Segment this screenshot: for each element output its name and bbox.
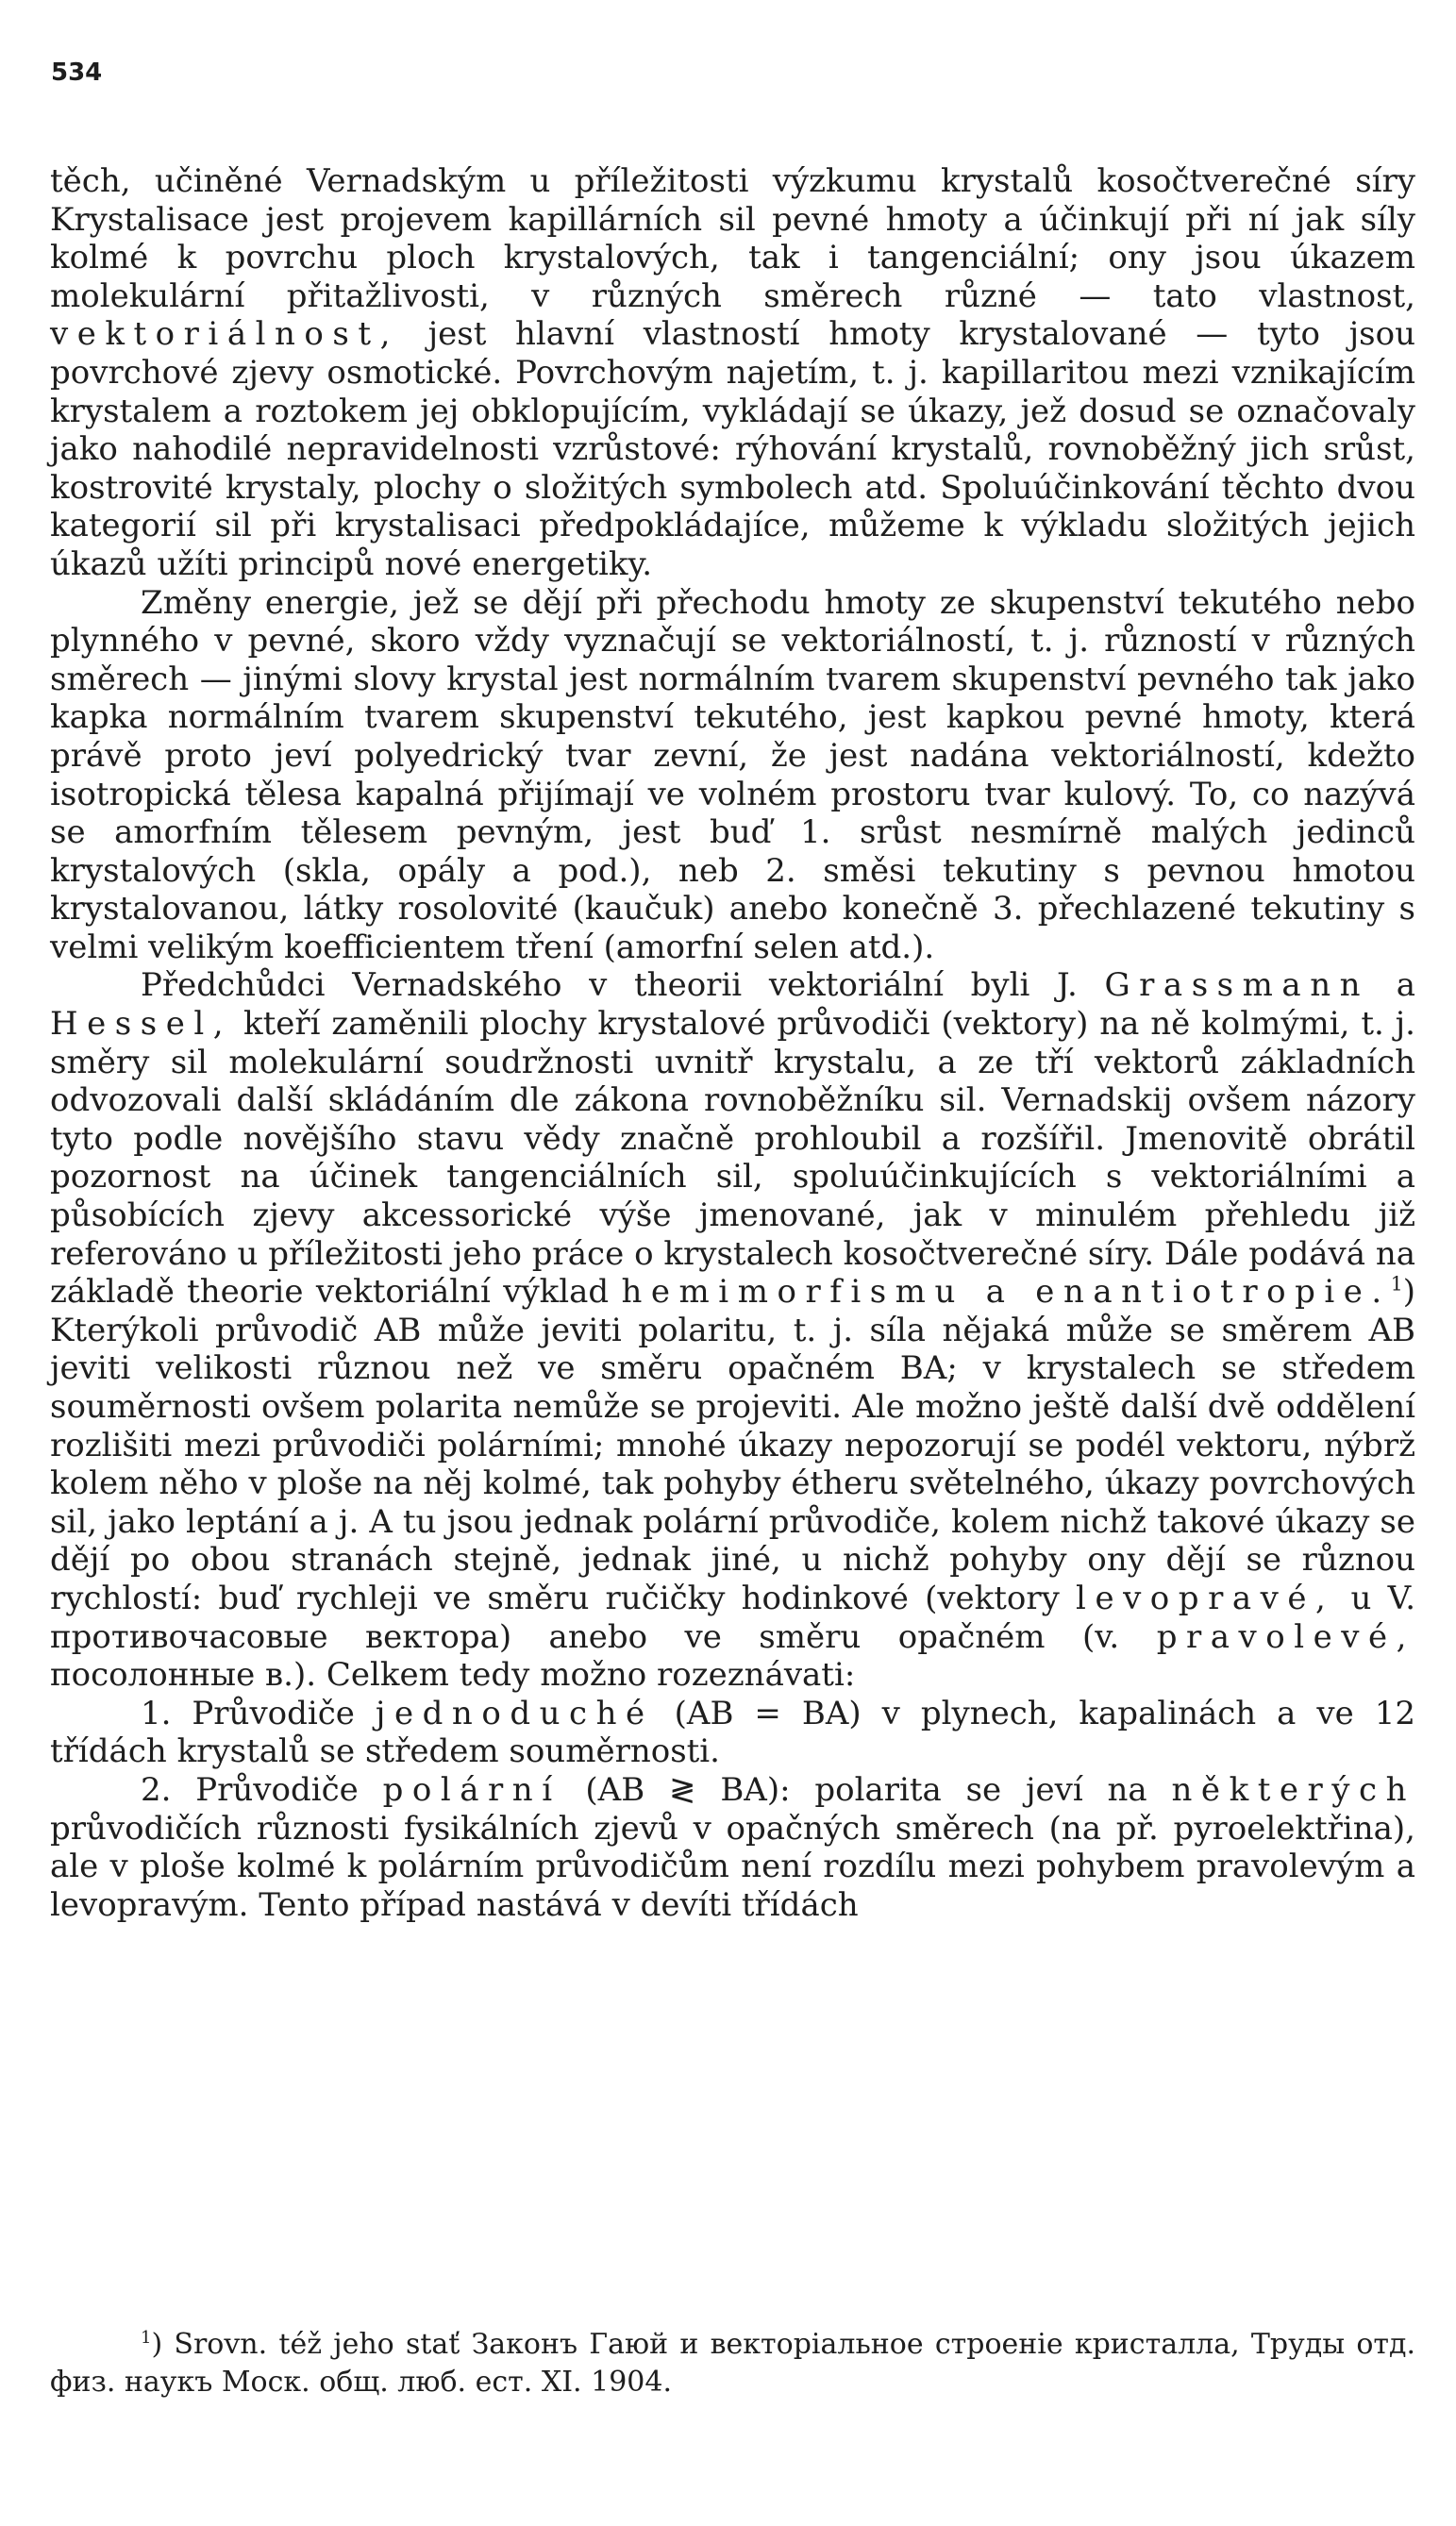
footnote-mark: 1 [141,2328,152,2348]
item-text: průvodičích různosti fysikálních zjevů v opačných směrech (na př. pyroelektřina), ale v ploše kolmé k polárním průvodičům není rozdílu mezi pohybem pravolevým a levopravým. Tento případ nastává v devíti třídách [50,1809,1415,1924]
spaced-name-hessel: Hessel, [50,1005,233,1044]
list-item-2 [50,1771,1415,1924]
item-text: 1. Průvodiče [141,1694,355,1732]
footnote-text [50,2326,1415,2401]
spaced-term: hemimorfismu a enantiotropie. [621,1273,1391,1312]
footnote [50,2326,1415,2401]
paragraph-text: těch, učiněné Vernadským u příležitosti výzkumu krystalů kosočtverečné síry Krystalisace jest projevem kapillárních sil pevné hmoty a účinkují při ní jak síly kolmé k povrchu ploch krystalových, tak i tangenciální; ony jsou úkazem molekulární přitažlivosti, v různých směrech různé — tato vlastnost, [50,162,1415,315]
paragraph-text: jest hlavní vlastností hmoty krystalované — tyto jsou povrchové zjevy osmotické. Povrchovým najetím, t. j. kapillaritou mezi vznikajícím krystalem a roztokem jej obklopujícím, vykládají se úkazy, jež dosud se označovaly jako nahodilé nepravidelnosti vzrůstové: rýhování krystalů, rovnoběžný jich srůst, kostrovité krystaly, plochy o složitých symbolech atd. Spoluúčinkování těchto dvou kategorií sil při krystalisaci předpokládajíce, můžeme k výkladu složitých jejich úkazů užíti principů nové energetiky. [50,315,1415,583]
main-text [50,162,1415,1924]
footnote-ref: 1 [1390,1272,1403,1296]
paragraph-text: ) Kterýkoli průvodič AB může jeviti polaritu, t. j. síla nějaká může se směrem AB jeviti velikosti různou než ve směru opačném BA; v krystalech se středem souměrnosti ovšem polarita nemůže se projeviti. Ale možno ještě další dvě oddělení rozlišiti mezi průvodiči polárními; mnohé úkazy nepozorují se podél vektoru, nýbrž kolem něho v ploše na něj kolmé, tak pohyby étheru světelného, úkazy povrchových sil, jako leptání a j. A tu jsou jednak polární průvodiče, kolem nichž takové úkazy se dějí po obou stranách stejně, jednak jiné, u nichž pohyby ony dějí se různou rychlostí: buď rychleji ve směru ručičky hodinkové (vektory [50,1273,1415,1617]
list-item-1 [50,1695,1415,1771]
paragraph-text: посолонные в.). Celkem tedy možno rozeznávati: [50,1656,856,1695]
item-text: 2. Průvodiče [141,1770,359,1809]
item-text: (AB ≷ BA): polarita se jeví na [585,1770,1147,1809]
paragraph-text: kteří zaměnili plochy krystalové průvodiči (vektory) na ně kolmými, t. j. směry sil molekulární soudržnosti uvnitř krystalu, a ze tří vektorů základních odvozovali další skládáním dle zákona rovnoběžníku sil. Vernadskij ovšem názory tyto podle novějšího stavu vědy značně prohloubil a rozšířil. Jmenovitě obrátil pozornost na účinek tangenciálních sil, spoluúčinkujících s vektoriálními a působících zjevy akcessorické výše jmenované, jak v minulém přehledu již referováno u příležitosti jeho práce o krystalech kosočtverečné síry. Dále podává na základě theorie vektoriální výklad [50,1005,1415,1312]
spaced-name-grassmann: Grassmann [1104,966,1370,1005]
paragraph-3 [50,966,1415,1694]
spaced-term: některých [1171,1770,1416,1809]
paragraph-2: Změny energie, jež se dějí při přechodu hmoty ze skupenství tekutého nebo plynného v pevné, skoro vždy vyznačují se vektoriálností, t. j. růzností v různých směrech — jinými slovy krystal jest normálním tvarem skupenství pevného tak jako kapka normálním tvarem skupenství tekutého, jest kapkou pevné hmoty, která právě proto jeví polyedrický tvar zevní, že jest nadána vektoriálností, kdežto isotropická tělesa kapalná přijímají ve volném prostoru tvar kulový. To, co nazývá se amorfním tělesem pevným, jest buď 1. srůst nesmírně malých jedinců krystalových (skla, opály a pod.), neb 2. směsi tekutiny s pevnou hmotou krystalovanou, látky rosolovité (kaučuk) anebo konečně 3. přechlazené tekutiny s velmi velikým koefficientem tření (amorfní selen atd.). [50,583,1415,966]
spaced-term: polární [382,1770,561,1809]
paragraph-1 [50,162,1415,584]
footnote-body: ) Srovn. též jeho stať Законъ Гаюй и векторіальное строеніе кристалла, Труды отд. физ. наукъ Моск. общ. люб. ест. XI. 1904. [50,2328,1415,2399]
spaced-term: jednoduché [375,1694,654,1732]
spaced-term: pravolevé, [1156,1617,1415,1656]
page-number: 534 [51,59,103,87]
item-text: (AB = BA) v plynech, kapalinách a ve 12 třídách krystalů se středem souměrnosti. [50,1694,1415,1771]
spaced-term: levopravé, [1076,1579,1335,1617]
paragraph-text: u V. противочасовые вектора) anebo ve směru opačném (v. [50,1579,1416,1656]
paragraph-text: Předchůdci Vernadského v theorii vektoriální byli J. [141,966,1078,1005]
paragraph-text: a [1396,966,1415,1005]
spaced-term: vektoriálnost, [50,315,399,354]
